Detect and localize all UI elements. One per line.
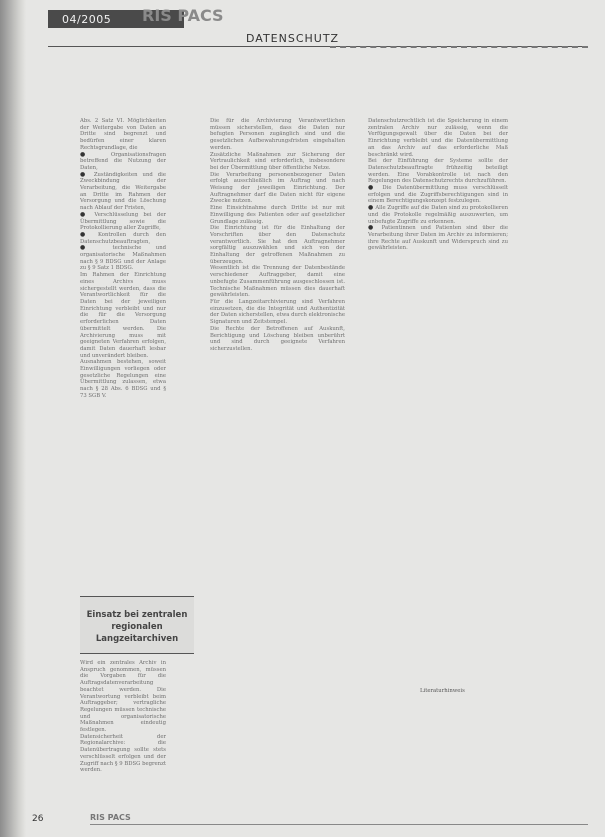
paragraph: Im Rahmen der Einrichtung eines Archivs muss sichergestellt werden, dass die Verantwortlichkeit für die Daten bei der jeweiligen Einrichtung verbleibt und nur die für die Versorgung erforderlichen Daten übermittelt werden. Die Archivierung muss mit geeigneten Verfahren erfolgen, damit Daten dauerhaft lesbar und unverändert bleiben. [80,272,166,359]
bullet-paragraph: ● Alle Zugriffe auf die Daten sind zu protokollieren und die Protokolle regelmäßig auszuwerten, um unbefugte Zugriffe zu erkennen. [368,205,508,225]
subheading-box [80,596,194,654]
text-column-1 [80,118,166,586]
endnote: Literaturhinweis [420,688,465,694]
footer-rule [90,824,588,825]
text-column-3 [368,118,508,686]
page-number: 26 [32,814,44,824]
bullet-paragraph: ● technische und organisatorische Maßnahmen nach § 9 BDSG und der Anlage zu § 9 Satz 1 BDSG. [80,245,166,272]
binding-shadow [0,0,26,837]
paragraph: Für die Langzeitarchivierung sind Verfahren einzusetzen, die die Integrität und Authentizität der Daten sicherstellen, etwa durch elektronische Signaturen und Zeitstempel. [210,298,345,326]
paragraph: Wird ein zentrales Archiv in Anspruch genommen, müssen die Vorgaben für die Auftragsdatenverarbeitung beachtet werden. Die Verantwortung verbleibt beim Auftraggeber; vertragliche Regelungen müssen technische und organisatorische Maßnahmen eindeutig festlegen. [80,660,166,734]
text-column-2 [210,118,345,798]
paragraph: Die Verarbeitung personenbezogener Daten erfolgt ausschließlich im Auftrag und nach Weisung der jeweiligen Einrichtung. Der Auftragnehmer darf die Daten nicht für eigene Zwecke nutzen. [210,171,345,205]
paragraph: Eine Einsichtnahme durch Dritte ist nur mit Einwilligung des Patienten oder auf gesetzlicher Grundlage zulässig. [210,205,345,225]
footer-brand: RIS PACS [90,813,131,822]
paragraph: Datensicherheit der Regionalarchive: die Datenübertragung sollte stets verschlüsselt erfolgen und der Zugriff nach § 9 BDSG begrenzt werden. [80,733,166,774]
paragraph: Abs. 2 Satz VI. Möglichkeiten der Weitergabe von Daten an Dritte sind begrenzt und bedürfen einer klaren Rechtsgrundlage, die [80,118,166,151]
bullet-paragraph: ● Verschlüsselung bei der Übermittlung sowie die Protokollierung aller Zugriffe, [80,212,166,232]
bullet-paragraph: ● Die Datenübermittlung muss verschlüsselt erfolgen und die Zugriffsberechtigungen sind in einem Berechtigungskonzept festzulegen. [368,185,508,205]
paragraph: Wesentlich ist die Trennung der Datenbestände verschiedener Auftraggeber, damit eine unbefugte Zusammenführung ausgeschlossen ist. Technische Maßnahmen müssen dies dauerhaft gewährleisten. [210,265,345,299]
paragraph: Die Rechte der Betroffenen auf Auskunft, Berichtigung und Löschung bleiben unberührt und sind durch geeignete Verfahren sicherzustellen. [210,325,345,352]
subheading: Einsatz bei zentralen regionalen Langzeitarchiven [86,610,188,644]
paragraph: Datenschutzrechtlich ist die Speicherung in einem zentralen Archiv nur zulässig, wenn die Verfügungsgewalt über die Daten bei der Einrichtung verbleibt und die Datenübermittlung an das Archiv auf das erforderliche Maß beschränkt wird. [368,118,508,158]
bullet-paragraph: ● Organisationsfragen betreffend die Nutzung der Daten, [80,152,166,172]
section-title: DATENSCHUTZ [246,32,340,45]
paragraph: Bei der Einführung der Systeme sollte der Datenschutzbeauftragte frühzeitig beteiligt werden. Eine Vorabkontrolle ist nach den Regelungen des Datenschutzrechts durchzuführen. [368,158,508,185]
paragraph: Ausnahmen bestehen, soweit Einwilligungen vorliegen oder gesetzliche Regelungen eine Übermittlung zulassen, etwa nach § 28 Abs. 6 BDSG und § 73 SGB V. [80,359,166,399]
bullet-paragraph: ● Patientinnen und Patienten sind über die Verarbeitung ihrer Daten im Archiv zu informieren; ihre Rechte auf Auskunft und Widerspruch sind zu gewährleisten. [368,225,508,252]
paragraph: Die Einrichtung ist für die Einhaltung der Vorschriften über den Datenschutz verantwortlich. Sie hat den Auftragnehmer sorgfältig auszuwählen und sich von der Einhaltung der getroffenen Maßnahmen zu überzeugen. [210,225,345,265]
bullet-paragraph: ● Zuständigkeiten und die Zweckbindung der Verarbeitung, die Weitergabe an Dritte im Rahmen der Versorgung und die Löschung nach Ablauf der Fristen, [80,172,166,212]
paragraph: Die für die Archivierung Verantwortlichen müssen sicherstellen, dass die Daten nur befugten Personen zugänglich sind und die gesetzlichen Aufbewahrungsfristen eingehalten werden. [210,118,345,151]
issue-number: 04/2005 [62,13,112,26]
magazine-brand: RIS PACS [142,6,224,25]
bullet-paragraph: ● Kontrollen durch den Datenschutzbeauftragten, [80,232,166,245]
paragraph: Zusätzliche Maßnahmen zur Sicherung der Vertraulichkeit sind erforderlich, insbesondere bei der Übermittlung über öffentliche Netze. [210,151,345,171]
text-column-1-lower [80,660,166,795]
header-dash-rule [330,46,588,48]
